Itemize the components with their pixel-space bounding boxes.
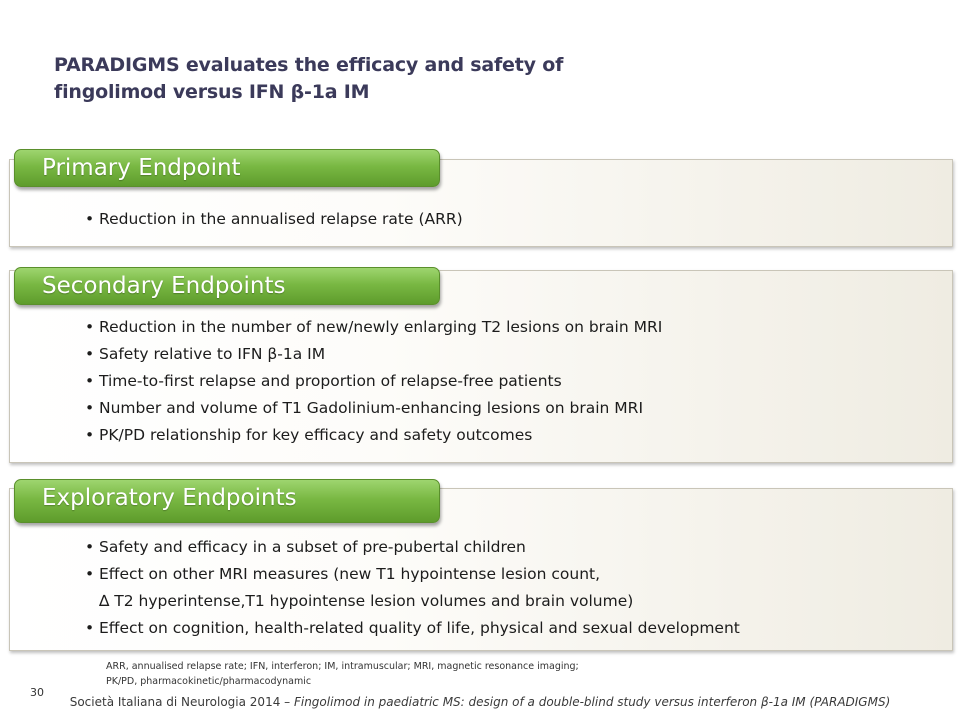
abbreviations-footnote xyxy=(106,659,579,689)
list-item: • Time-to-first relapse and proportion of relapse-free patients xyxy=(85,368,662,395)
exploratory-endpoints-list xyxy=(85,534,740,642)
footnote-line-2: PK/PD, pharmacokinetic/pharmacodynamic xyxy=(106,676,312,687)
list-item: • Safety and efficacy in a subset of pre-pubertal children xyxy=(85,534,740,561)
exploratory-endpoints-heading: Exploratory Endpoints xyxy=(42,485,297,511)
primary-endpoint-tab xyxy=(14,149,440,187)
secondary-endpoints-tab xyxy=(14,267,440,305)
reference-study-title: Fingolimod in paediatric MS: design of a double-blind study versus interferon β-1a IM (PARADIGMS) xyxy=(293,695,891,709)
list-item: • PK/PD relationship for key efficacy and safety outcomes xyxy=(85,422,662,449)
primary-endpoint-heading: Primary Endpoint xyxy=(42,155,241,181)
page-number: 30 xyxy=(30,686,44,699)
list-item: • Safety relative to IFN β-1a IM xyxy=(85,341,662,368)
slide-title-line-2: fingolimod versus IFN β-1a IM xyxy=(54,81,370,103)
list-item: • Number and volume of T1 Gadolinium-enhancing lesions on brain MRI xyxy=(85,395,662,422)
list-item: • Reduction in the annualised relapse rate (ARR) xyxy=(85,206,463,233)
list-item: • Reduction in the number of new/newly enlarging T2 lesions on brain MRI xyxy=(85,314,662,341)
slide-title-line-1: PARADIGMS evaluates the efficacy and safety of xyxy=(54,54,564,76)
slide-title xyxy=(54,52,563,106)
exploratory-endpoints-tab xyxy=(14,479,440,523)
footnote-line-1: ARR, annualised relapse rate; IFN, interferon; IM, intramuscular; MRI, magnetic resonance imaging; xyxy=(106,661,579,672)
secondary-endpoints-section xyxy=(9,267,953,463)
exploratory-endpoints-section xyxy=(9,479,953,651)
primary-endpoint-list xyxy=(85,206,463,233)
list-item: • Effect on cognition, health-related quality of life, physical and sexual development xyxy=(85,615,740,642)
reference-citation xyxy=(0,693,960,711)
list-item: • Effect on other MRI measures (new T1 hypointense lesion count, ∆ T2 hyperintense,T1 hypointense lesion volumes and brain volume) xyxy=(85,561,740,615)
primary-endpoint-section xyxy=(9,149,953,247)
reference-source: Società Italiana di Neurologia 2014 – xyxy=(69,695,294,709)
secondary-endpoints-list xyxy=(85,314,662,449)
secondary-endpoints-heading: Secondary Endpoints xyxy=(42,273,286,299)
